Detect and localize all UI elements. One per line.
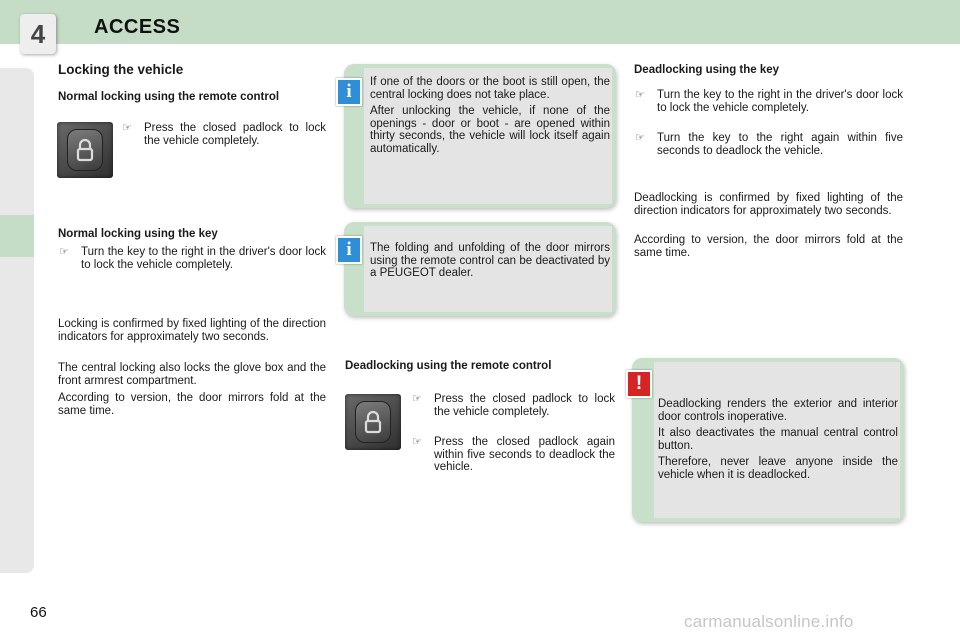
remote-lock-bullet-text: Press the closed padlock to lock the vehicle completely. (144, 122, 326, 147)
remote-locking-heading: Normal locking using the remote control (58, 91, 280, 103)
warning-icon: ! (626, 370, 652, 398)
closed-padlock-icon (363, 410, 383, 434)
section-title: Locking the vehicle (58, 62, 184, 77)
bullet-hand-icon: ☞ (59, 246, 69, 258)
warning-box (632, 358, 904, 522)
bullet-hand-icon: ☞ (635, 89, 645, 101)
warning-paragraph: Deadlocking renders the exterior and interior door controls inoperative. (658, 398, 898, 423)
remote-deadlock-bullet-2-text: Press the closed padlock again within five seconds to deadlock the vehicle. (434, 436, 615, 473)
closed-padlock-icon (75, 138, 95, 162)
info-box-text (370, 76, 610, 159)
remote-deadlock-bullet-1-text: Press the closed padlock to lock the vehicle completely. (434, 393, 615, 418)
info-box-locking (344, 64, 616, 208)
bullet-hand-icon: ☞ (122, 122, 132, 134)
remote-lock-bullet (122, 122, 326, 147)
side-strip-marker (0, 215, 34, 257)
bullet-hand-icon: ☞ (412, 436, 422, 448)
padlock-button-image (355, 401, 391, 443)
chapter-title: ACCESS (94, 16, 181, 38)
info-box-text (370, 242, 610, 284)
warning-paragraph: Therefore, never leave anyone inside the vehicle when it is deadlocked. (658, 456, 898, 481)
central-locking-paragraph: The central locking also locks the glove box and the front armrest compartment. (58, 362, 326, 387)
mirrors-paragraph: According to version, the door mirrors fold at the same time. (58, 392, 326, 417)
info-paragraph: If one of the doors or the boot is still open, the central locking does not take place. (370, 76, 610, 101)
key-deadlock-bullet-1 (635, 89, 903, 114)
remote-fob-image (345, 394, 401, 450)
remote-deadlock-bullet-2 (412, 436, 615, 474)
key-lock-bullet-text: Turn the key to the right in the driver's door lock to lock the vehicle completely. (81, 246, 326, 271)
warning-box-text (658, 398, 898, 485)
key-deadlock-bullet-1-text: Turn the key to the right in the driver's door lock to lock the vehicle completely. (657, 89, 903, 114)
remote-deadlock-bullet-1 (412, 393, 615, 418)
key-deadlock-bullet-2 (635, 132, 903, 157)
info-box-mirrors (344, 222, 616, 316)
bullet-hand-icon: ☞ (412, 393, 422, 405)
key-deadlock-bullet-2-text: Turn the key to the right again within five seconds to deadlock the vehicle. (657, 132, 903, 157)
mirrors-paragraph: According to version, the door mirrors fold at the same time. (634, 234, 903, 259)
key-locking-heading: Normal locking using the key (58, 228, 218, 240)
info-icon: i (336, 78, 362, 106)
deadlock-confirm-paragraph: Deadlocking is confirmed by fixed lighting of the direction indicators for approximately two seconds. (634, 192, 903, 217)
bullet-hand-icon: ☞ (635, 132, 645, 144)
watermark: carmanualsonline.info (684, 612, 854, 631)
remote-fob-image (57, 122, 113, 178)
info-icon: i (336, 236, 362, 264)
locking-confirm-paragraph: Locking is confirmed by fixed lighting of the direction indicators for approximately two seconds. (58, 318, 326, 343)
info-paragraph: After unlocking the vehicle, if none of the openings - door or boot - are opened within thirty seconds, the vehicle will lock itself again automatically. (370, 105, 610, 155)
info-paragraph: The folding and unfolding of the door mirrors using the remote control can be deactivated by a PEUGEOT dealer. (370, 242, 610, 279)
key-deadlocking-heading: Deadlocking using the key (634, 64, 780, 76)
padlock-button-image (67, 129, 103, 171)
remote-deadlocking-heading: Deadlocking using the remote control (345, 360, 552, 372)
key-lock-bullet (59, 246, 326, 271)
warning-paragraph: It also deactivates the manual central control button. (658, 427, 898, 452)
page-number: 66 (30, 604, 47, 621)
chapter-number-tab: 4 (20, 14, 56, 54)
side-strip (0, 68, 34, 573)
